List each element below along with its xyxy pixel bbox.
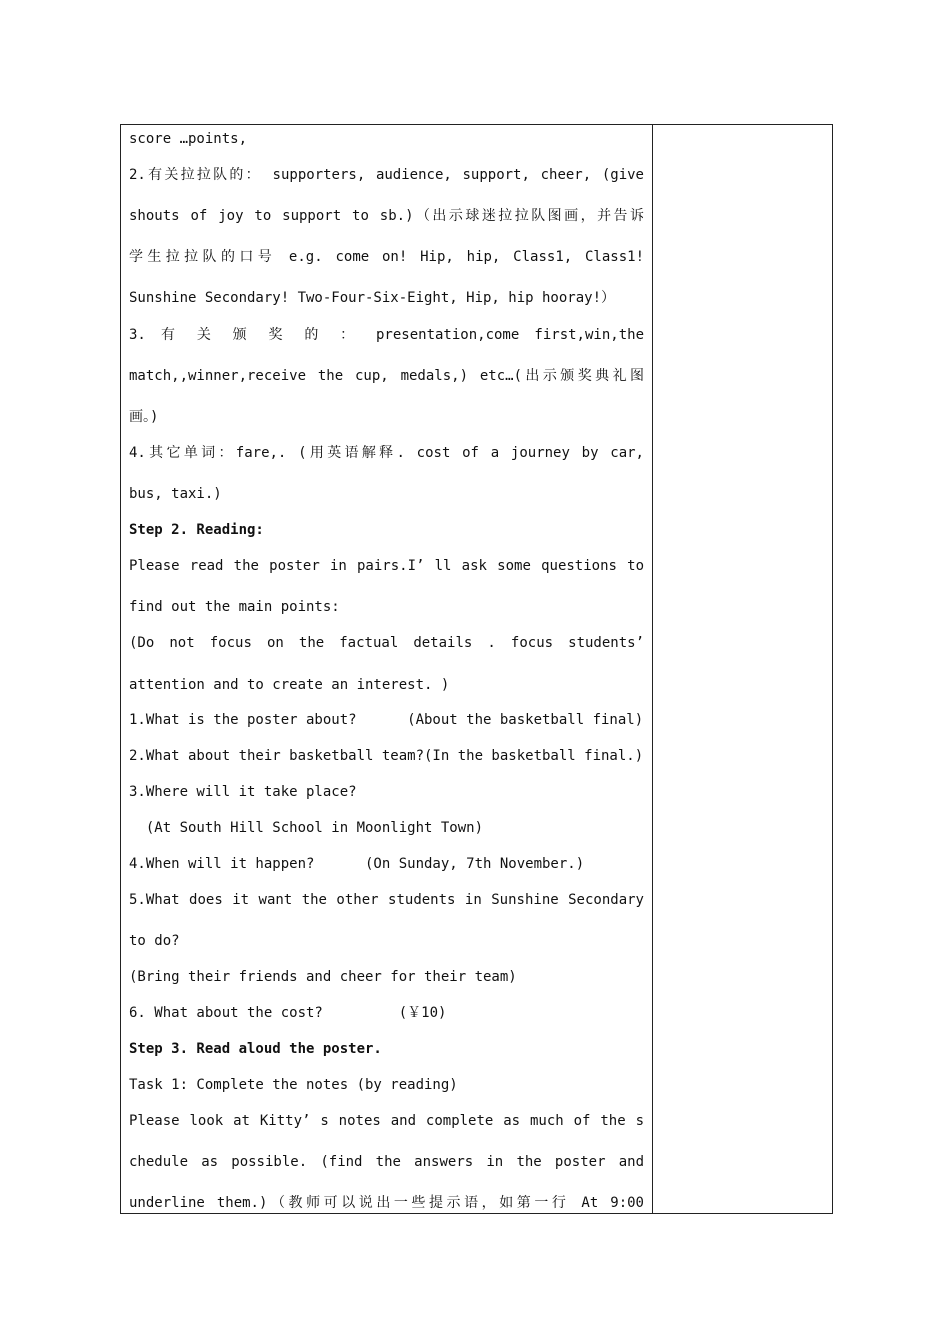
column-divider <box>652 125 653 1213</box>
question-line: 5.What does it want the other students in Sunshine Secondary <box>129 892 644 908</box>
lesson-table <box>120 124 833 1214</box>
text-line: find out the main points: <box>129 599 340 615</box>
text-line: match,,winner,receive the cup, medals,) etc…(出示颁奖典礼图 <box>129 368 644 384</box>
section-heading: Step 3. Read aloud the poster. <box>129 1041 382 1057</box>
question-line: 2.What about their basketball team?(In the basketball final.) <box>129 748 644 764</box>
question-line: 1.What is the poster about? (About the basketball final) <box>129 712 644 728</box>
text-line: 4.其它单词：fare,. (用英语解释. cost of a journey by car, <box>129 445 644 461</box>
text-line: underline them.)（教师可以说出一些提示语，如第一行 At 9:00 <box>129 1195 644 1211</box>
answer-line: (At South Hill School in Moonlight Town) <box>129 820 484 836</box>
text-line: shouts of joy to support to sb.)（出示球迷拉拉队图画，并告诉 <box>129 208 644 224</box>
text-line: chedule as possible. (find the answers in the poster and <box>129 1154 644 1170</box>
answer-line: (Bring their friends and cheer for their team) <box>129 969 517 985</box>
text-line: Sunshine Secondary! Two-Four-Six-Eight, Hip, hip hooray!） <box>129 290 616 306</box>
text-line: bus, taxi.) <box>129 486 222 502</box>
section-heading: Step 2. Reading: <box>129 522 264 538</box>
text-line: Please read the poster in pairs.I’ ll ask some questions to <box>129 558 644 574</box>
text-line: Task 1: Complete the notes (by reading) <box>129 1077 458 1093</box>
text-line: (Do not focus on the factual details . focus students’ <box>129 635 644 651</box>
text-line: to do? <box>129 933 180 949</box>
text-line: 2.有关拉拉队的： supporters, audience, support, cheer, (give <box>129 167 644 183</box>
text-line: Please look at Kitty’ s notes and complete as much of the s <box>129 1113 644 1129</box>
text-line: 3. 有 关 颁 奖 的 ： presentation,come first,win,the <box>129 327 644 343</box>
text-line: attention and to create an interest. ) <box>129 677 450 693</box>
text-line: 学生拉拉队的口号 e.g. come on! Hip, hip, Class1, Class1! <box>129 249 644 265</box>
text-line: score …points, <box>129 131 248 147</box>
question-line: 6. What about the cost? (￥10) <box>129 1005 447 1021</box>
text-line: 画。) <box>129 409 159 425</box>
question-line: 4.When will it happen? (On Sunday, 7th November.) <box>129 856 585 872</box>
question-line: 3.Where will it take place? <box>129 784 357 800</box>
